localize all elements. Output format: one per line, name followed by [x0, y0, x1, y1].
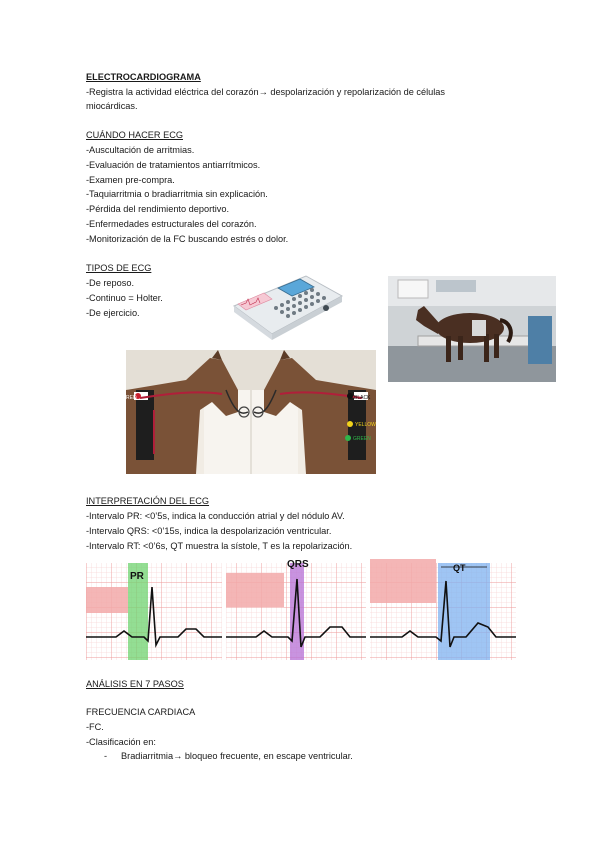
list-item: -Evaluación de tratamientos antiarrítmicos. [86, 159, 261, 170]
ecg-intervals-strip [86, 557, 516, 660]
list-item: -FC. [86, 722, 104, 732]
list-item: -Pérdida del rendimiento deportivo. [86, 204, 229, 215]
list-item: -Examen pre-compra. [86, 174, 175, 185]
list-item: -Enfermedades estructurales del corazón. [86, 218, 257, 229]
interpretacion-list [86, 509, 506, 554]
section-heading-interpretacion: INTERPRETACIÓN DEL ECG [86, 496, 210, 506]
intro-line-1: -Registra la actividad eléctrica del corazón→ despolarización y repolarización de células [86, 87, 446, 97]
section-heading-tipos: TIPOS DE ECG [86, 263, 152, 273]
qt-label: QT [453, 563, 466, 573]
qrs-label: QRS [287, 559, 309, 570]
section-heading-frecuencia: FRECUENCIA CARDIACA [86, 707, 196, 717]
frecuencia-list [86, 720, 506, 750]
list-item: -Continuo = Holter. [86, 292, 163, 303]
electrode-label-yellow: YELLOW [355, 422, 376, 428]
electrode-label-black: BLACK [354, 395, 371, 401]
list-item: -Monitorización de la FC buscando estrés o dolor. [86, 233, 289, 244]
list-item: -De ejercicio. [86, 307, 140, 318]
section-heading-analisis: ANÁLISIS EN 7 PASOS [86, 679, 184, 689]
list-item: -Intervalo PR: <0’5s, indica la conducción atrial y del nódulo AV. [86, 511, 345, 521]
list-item: -Auscultación de arritmias. [86, 145, 195, 155]
intro-line-2: miocárdicas. [86, 101, 138, 111]
treadmill-horse-photo [388, 276, 556, 382]
intro-paragraph [86, 85, 506, 113]
list-item: -Taquiarritmia o bradiarritmia sin explicación. [86, 189, 268, 200]
electrode-label-red: RED [126, 395, 137, 401]
list-item: -Clasificación en: [86, 737, 156, 747]
horses-electrode-photo [126, 350, 376, 474]
ecg-device-image [228, 268, 346, 340]
bullet-dash: - [104, 751, 108, 761]
document-title: ELECTROCARDIOGRAMA [86, 72, 201, 82]
list-item: -De reposo. [86, 278, 135, 288]
list-item: -Intervalo RT: <0’6s, QT muestra la sístole, T es la repolarización. [86, 541, 353, 551]
electrode-label-green: GREEN [353, 436, 371, 442]
qt-highlight [438, 563, 490, 660]
bullet-item-bradiarritmia: Bradiarritmia→ bloqueo frecuente, en escape ventricular. [121, 751, 353, 761]
pr-label: PR [130, 571, 144, 582]
section-heading-cuando: CUÁNDO HACER ECG [86, 130, 183, 140]
list-item: -Intervalo QRS: <0’15s, indica la despolarización ventricular. [86, 526, 332, 536]
cuando-list [86, 143, 506, 247]
